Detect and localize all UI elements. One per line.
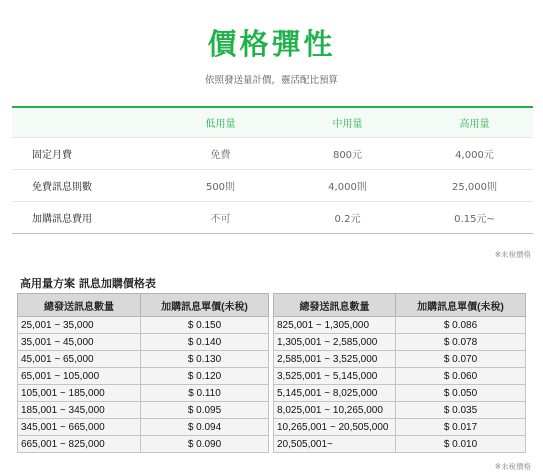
quantity-range-cell: 8,025,001 ~ 10,265,000 bbox=[274, 402, 396, 419]
plan-header-high: 高用量 bbox=[416, 107, 533, 137]
tax-note: ※未稅價格 bbox=[494, 250, 531, 259]
plan-cell: 25,000則 bbox=[416, 169, 533, 201]
unit-price-cell: $ 0.140 bbox=[141, 334, 269, 351]
table-row bbox=[18, 351, 526, 368]
quantity-range-cell: 345,001 ~ 665,000 bbox=[18, 419, 141, 436]
plan-cell: 免費 bbox=[162, 137, 279, 169]
page-title: 價格彈性 bbox=[207, 27, 336, 61]
price-header-unit-price: 加購訊息單價(未稅) bbox=[141, 294, 269, 317]
unit-price-cell: $ 0.050 bbox=[396, 385, 526, 402]
quantity-range-cell: 65,001 ~ 105,000 bbox=[18, 368, 141, 385]
quantity-range-cell: 5,145,001 ~ 8,025,000 bbox=[274, 385, 396, 402]
quantity-range-cell: 45,001 ~ 65,000 bbox=[18, 351, 141, 368]
quantity-range-cell: 2,585,001 ~ 3,525,000 bbox=[274, 351, 396, 368]
quantity-range-cell: 25,001 ~ 35,000 bbox=[18, 317, 141, 334]
unit-price-cell: $ 0.035 bbox=[396, 402, 526, 419]
table-row bbox=[18, 385, 526, 402]
quantity-range-cell: 35,001 ~ 45,000 bbox=[18, 334, 141, 351]
quantity-range-cell: 665,001 ~ 825,000 bbox=[18, 436, 141, 453]
unit-price-cell: $ 0.130 bbox=[141, 351, 269, 368]
price-table bbox=[17, 293, 526, 453]
plan-header-row bbox=[12, 107, 533, 137]
unit-price-cell: $ 0.010 bbox=[396, 436, 526, 453]
unit-price-cell: $ 0.120 bbox=[141, 368, 269, 385]
unit-price-cell: $ 0.110 bbox=[141, 385, 269, 402]
unit-price-cell: $ 0.095 bbox=[141, 402, 269, 419]
quantity-range-cell: 10,265,001 ~ 20,505,000 bbox=[274, 419, 396, 436]
unit-price-cell: $ 0.086 bbox=[396, 317, 526, 334]
price-header-row bbox=[18, 294, 526, 317]
quantity-range-cell: 20,505,001~ bbox=[274, 436, 396, 453]
tax-note: ※未稅價格 bbox=[494, 462, 531, 471]
unit-price-cell: $ 0.070 bbox=[396, 351, 526, 368]
plan-header-mid: 中用量 bbox=[279, 107, 416, 137]
unit-price-cell: $ 0.060 bbox=[396, 368, 526, 385]
table-row bbox=[18, 402, 526, 419]
unit-price-cell: $ 0.094 bbox=[141, 419, 269, 436]
quantity-range-cell: 3,525,001 ~ 5,145,000 bbox=[274, 368, 396, 385]
plan-row bbox=[12, 201, 533, 233]
unit-price-cell: $ 0.150 bbox=[141, 317, 269, 334]
plan-cell: 500則 bbox=[162, 169, 279, 201]
unit-price-cell: $ 0.090 bbox=[141, 436, 269, 453]
plan-cell: 不可 bbox=[162, 201, 279, 233]
plan-cell: 0.15元~ bbox=[416, 201, 533, 233]
table-row bbox=[18, 436, 526, 453]
table-row bbox=[18, 334, 526, 351]
price-header-quantity: 總發送訊息數量 bbox=[18, 294, 141, 317]
table-row bbox=[18, 368, 526, 385]
price-header-unit-price: 加購訊息單價(未稅) bbox=[396, 294, 526, 317]
quantity-range-cell: 825,001 ~ 1,305,000 bbox=[274, 317, 396, 334]
quantity-range-cell: 1,305,001 ~ 2,585,000 bbox=[274, 334, 396, 351]
quantity-range-cell: 185,001 ~ 345,000 bbox=[18, 402, 141, 419]
plan-row bbox=[12, 169, 533, 201]
plan-row-label: 加購訊息費用 bbox=[12, 201, 162, 233]
plan-comparison-table bbox=[12, 106, 533, 234]
quantity-range-cell: 105,001 ~ 185,000 bbox=[18, 385, 141, 402]
plan-cell: 4,000則 bbox=[279, 169, 416, 201]
plan-row bbox=[12, 137, 533, 169]
price-header-quantity: 總發送訊息數量 bbox=[274, 294, 396, 317]
plan-header-empty bbox=[12, 107, 162, 137]
plan-cell: 4,000元 bbox=[416, 137, 533, 169]
unit-price-cell: $ 0.017 bbox=[396, 419, 526, 436]
table-row bbox=[18, 317, 526, 334]
plan-row-label: 固定月費 bbox=[12, 137, 162, 169]
page-subtitle: 依照發送量計價，靈活配比預算 bbox=[204, 75, 338, 86]
table-row bbox=[18, 419, 526, 436]
plan-row-label: 免費訊息則數 bbox=[12, 169, 162, 201]
plan-header-low: 低用量 bbox=[162, 107, 279, 137]
section-title: 高用量方案 訊息加購價格表 bbox=[20, 277, 156, 290]
plan-cell: 0.2元 bbox=[279, 201, 416, 233]
unit-price-cell: $ 0.078 bbox=[396, 334, 526, 351]
plan-cell: 800元 bbox=[279, 137, 416, 169]
